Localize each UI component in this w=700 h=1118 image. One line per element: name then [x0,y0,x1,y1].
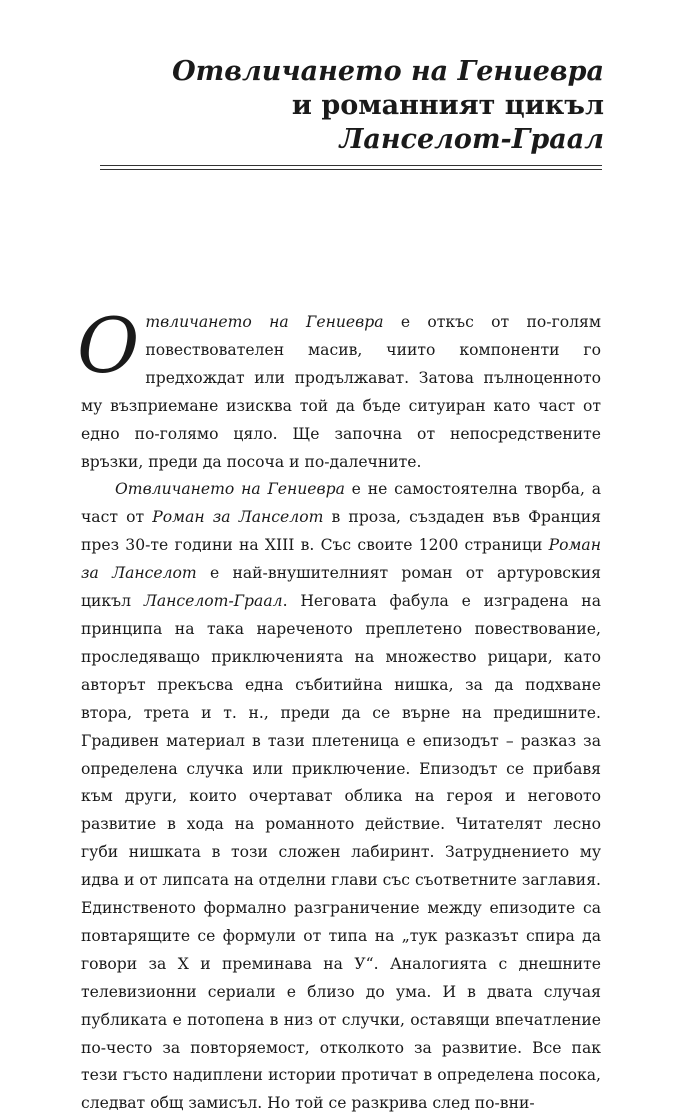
paragraph-2-segment-2: е не самостоятелна творба, а част от [81,480,601,527]
heading-rule-bottom [100,169,602,170]
paragraph-1 [77,301,601,476]
chapter-heading [172,55,604,157]
paragraph-1-text: е откъс от по-голям повествователен масив, чиито компоненти го предхождат или продължават. Затова пълноценното му възприемане изисква той да бъде ситуиран като част от едно по-голямо цяло. Ще започна от непосредствените връзки, преди да посоча и по-далечните. [81,313,601,471]
chapter-title-line-2: и романният цикъл [291,90,604,121]
paragraph-1-lead: твличането на Гениевра [145,313,384,331]
body-text [77,301,602,1118]
paragraph-2-segment-7: Ланселот-Граал [143,592,283,611]
paragraph-2-segment-4: в проза, създаден във Франция през 30-те години на XIII в. Със своите 1200 страници [81,508,601,555]
chapter-title-line-1: Отвличането на Гениевра [172,56,604,87]
paragraph-2-segment-3: Роман за Ланселот [152,508,324,527]
heading-rule-top [100,165,602,166]
drop-cap: О [77,301,140,390]
paragraph-2 [81,476,601,1118]
paragraph-2-segment-6: е най-внушителният роман от артуровския цикъл [81,564,602,611]
paragraph-2-segment-1: Отвличането на Гениевра [115,480,345,499]
paragraph-2-segment-8: . Неговата фабула е изградена на принципа на така нареченото преплетено повествование, проследяващо приключенията на множество рицари, като авторът прекъсва една събитийна нишка, за да подхване втора, трета и т. н., преди да се върне на предишните. Градивен материал в тази плетеница е епизодът – разказ за определена случка или приключение. Епизодът се прибавя към други, които очертават облика на героя и неговото развитие в хода на романното действие. Читателят лесно губи нишката в този сложен лабиринт. Затруднението му идва и от липсата на отделни глави със съответните заглавия. Единственото формално разграничение между епизодите са повтарящите се формули от типа на „тук разказът спира да говори за Х и преминава на У“. Аналогията с днешните телевизионни сериали е близо до ума. И в двата случая публиката е потопена в низ от случки, оставящи впечатление по-често за повторяемост, отколкото за развитие. Все пак тези гъсто надиплени истории протичат в определена посока, следват общ замисъл. Но той се разкрива след по-вни- [81,592,602,1113]
paragraph-2-segment-5: Роман за Ланселот [81,536,601,583]
chapter-title-line-3: Ланселот-Граал [339,124,604,155]
